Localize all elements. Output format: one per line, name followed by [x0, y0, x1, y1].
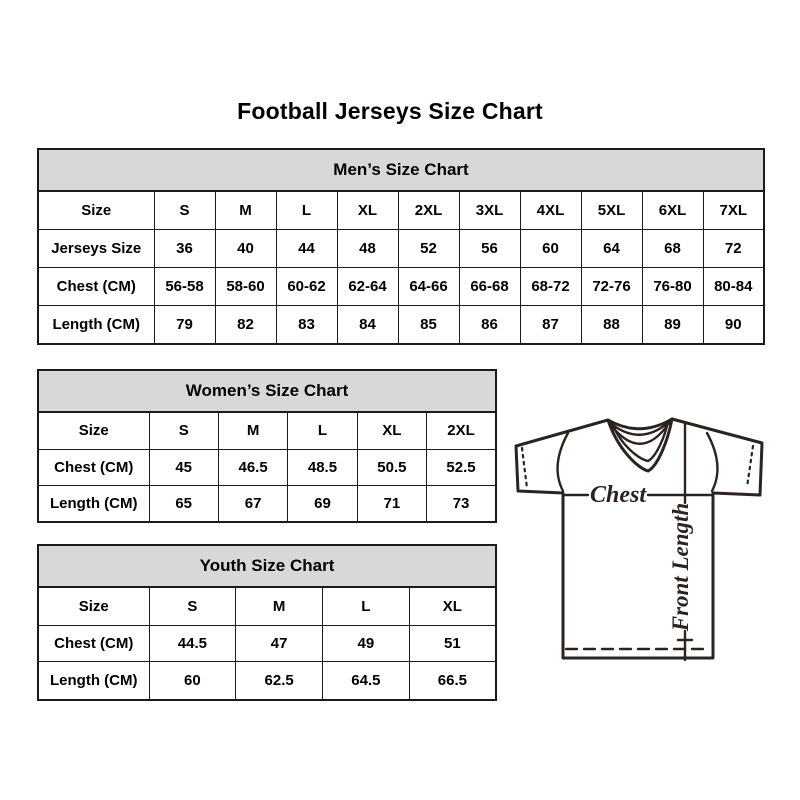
- cell-value: 60: [520, 230, 581, 268]
- cell-value: 64.5: [323, 662, 410, 700]
- cell-value: 5XL: [581, 191, 642, 230]
- cell-value: 58-60: [215, 267, 276, 305]
- cell-value: 4XL: [520, 191, 581, 230]
- cell-value: 67: [218, 485, 287, 522]
- cell-value: L: [276, 191, 337, 230]
- cell-value: 85: [398, 305, 459, 344]
- cell-value: 6XL: [642, 191, 703, 230]
- cell-value: 40: [215, 230, 276, 268]
- cell-value: 62-64: [337, 267, 398, 305]
- row-label: Chest (CM): [38, 449, 149, 485]
- cell-value: 60-62: [276, 267, 337, 305]
- cell-value: M: [215, 191, 276, 230]
- table-header-row: [38, 149, 764, 191]
- cell-value: 73: [427, 485, 496, 522]
- front-length-label: Front Length: [668, 502, 693, 632]
- cell-value: 50.5: [357, 449, 426, 485]
- row-label: Size: [38, 191, 154, 230]
- table-row: [38, 305, 764, 344]
- table-row: [38, 267, 764, 305]
- cell-value: 46.5: [218, 449, 287, 485]
- row-label: Jerseys Size: [38, 230, 154, 268]
- cell-value: 64: [581, 230, 642, 268]
- chest-label: Chest: [589, 482, 647, 508]
- cell-value: 2XL: [398, 191, 459, 230]
- cell-value: L: [288, 412, 357, 449]
- cell-value: S: [149, 587, 236, 625]
- cell-value: 60: [149, 662, 236, 700]
- table-title: Youth Size Chart: [38, 545, 496, 587]
- row-label: Length (CM): [38, 305, 154, 344]
- jersey-outline: [516, 419, 762, 658]
- cell-value: XL: [337, 191, 398, 230]
- cell-value: 76-80: [642, 267, 703, 305]
- cell-value: 2XL: [427, 412, 496, 449]
- cell-value: 44.5: [149, 625, 236, 662]
- cell-value: 71: [357, 485, 426, 522]
- row-label: Chest (CM): [38, 267, 154, 305]
- cell-value: 86: [459, 305, 520, 344]
- table-row: [38, 449, 496, 485]
- table-header-row: [38, 545, 496, 587]
- cell-value: 52: [398, 230, 459, 268]
- row-label: Length (CM): [38, 662, 149, 700]
- cell-value: 89: [642, 305, 703, 344]
- jersey-measurement-diagram: [502, 408, 770, 670]
- cell-value: 83: [276, 305, 337, 344]
- cell-value: XL: [357, 412, 426, 449]
- cell-value: 72: [703, 230, 764, 268]
- cell-value: XL: [409, 587, 496, 625]
- cell-value: 36: [154, 230, 215, 268]
- cell-value: 84: [337, 305, 398, 344]
- row-label: Size: [38, 587, 149, 625]
- cell-value: 65: [149, 485, 218, 522]
- cell-value: 51: [409, 625, 496, 662]
- womens-size-table: [37, 369, 497, 523]
- cell-value: 48.5: [288, 449, 357, 485]
- cell-value: 82: [215, 305, 276, 344]
- table-row: [38, 662, 496, 700]
- cell-value: 79: [154, 305, 215, 344]
- table-title: Women’s Size Chart: [38, 370, 496, 412]
- table-row: [38, 485, 496, 522]
- cell-value: M: [236, 587, 323, 625]
- cell-value: 68-72: [520, 267, 581, 305]
- cell-value: 80-84: [703, 267, 764, 305]
- table-row: [38, 587, 496, 625]
- table-header-row: [38, 370, 496, 412]
- cell-value: S: [149, 412, 218, 449]
- row-label: Size: [38, 412, 149, 449]
- cell-value: 48: [337, 230, 398, 268]
- cell-value: 45: [149, 449, 218, 485]
- cell-value: 66.5: [409, 662, 496, 700]
- cell-value: 64-66: [398, 267, 459, 305]
- cell-value: 72-76: [581, 267, 642, 305]
- row-label: Length (CM): [38, 485, 149, 522]
- cell-value: 44: [276, 230, 337, 268]
- cell-value: 49: [323, 625, 410, 662]
- cell-value: 68: [642, 230, 703, 268]
- cell-value: 88: [581, 305, 642, 344]
- cell-value: 3XL: [459, 191, 520, 230]
- cell-value: 66-68: [459, 267, 520, 305]
- cell-value: 69: [288, 485, 357, 522]
- cell-value: 47: [236, 625, 323, 662]
- mens-size-table: [37, 148, 765, 345]
- table-row: [38, 230, 764, 268]
- row-label: Chest (CM): [38, 625, 149, 662]
- youth-size-table: [37, 544, 497, 701]
- cell-value: L: [323, 587, 410, 625]
- cell-value: M: [218, 412, 287, 449]
- cell-value: 52.5: [427, 449, 496, 485]
- cell-value: 56-58: [154, 267, 215, 305]
- page-title: Football Jerseys Size Chart: [237, 98, 543, 124]
- table-row: [38, 625, 496, 662]
- cell-value: 87: [520, 305, 581, 344]
- cell-value: 7XL: [703, 191, 764, 230]
- cell-value: S: [154, 191, 215, 230]
- cell-value: 90: [703, 305, 764, 344]
- table-row: [38, 412, 496, 449]
- cell-value: 56: [459, 230, 520, 268]
- table-title: Men’s Size Chart: [38, 149, 764, 191]
- cell-value: 62.5: [236, 662, 323, 700]
- table-row: [38, 191, 764, 230]
